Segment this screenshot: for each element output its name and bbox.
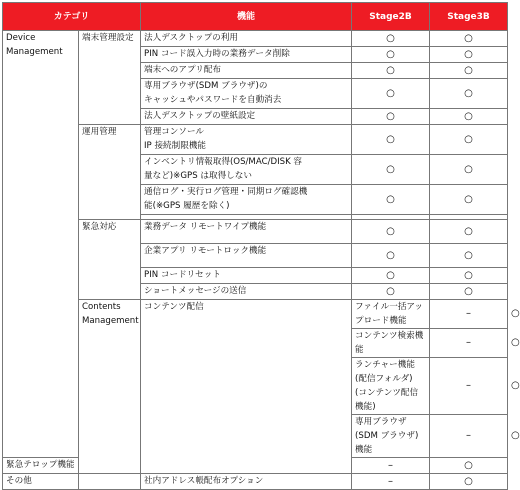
table-row: [3, 220, 508, 244]
stage2b-cell: ○: [352, 284, 430, 300]
subcategory-cell: [79, 474, 141, 490]
feature-cell: ファイル一括アップロード機能: [352, 300, 430, 329]
feature-cell: 専用ブラウザ(SDM ブラウザ)機能: [352, 415, 430, 458]
stage3b-cell: ○: [430, 125, 508, 155]
stage3b-cell: ○: [430, 474, 508, 490]
stage3b-cell: ○: [430, 31, 508, 47]
stage3b-cell: ○: [430, 79, 508, 109]
feature-comparison-table: [2, 2, 520, 490]
stage2b-cell: ○: [352, 63, 430, 79]
table-row: コンテンツ検索機能 – ○: [3, 329, 508, 358]
subcategory-cell: 緊急対応: [79, 220, 141, 300]
stage3b-cell: ○: [430, 220, 508, 244]
stage2b-cell: ○: [352, 47, 430, 63]
feature-cell: 専用ブラウザ(SDM ブラウザ)の キャッシュやパスワードを自動消去: [141, 79, 352, 109]
feature-table-container: [2, 2, 520, 490]
stage2b-cell: –: [430, 300, 508, 329]
stage2b-cell: ○: [352, 79, 430, 109]
stage2b-cell: ○: [352, 220, 430, 244]
feature-cell: 法人デスクトップの利用: [141, 31, 352, 47]
stage3b-cell: ○: [430, 185, 508, 215]
stage2b-cell: –: [430, 358, 508, 415]
category-cell: Device Management: [3, 31, 79, 458]
subcategory-cell: 端末管理設定: [79, 31, 141, 125]
stage2b-cell: ○: [352, 125, 430, 155]
stage2b-cell: ○: [352, 268, 430, 284]
feature-cell: 社内アドレス帳配布オプション: [141, 474, 352, 490]
stage2b-cell: ○: [352, 185, 430, 215]
table-row: ランチャー機能(配信フォルダ) (コンテンツ配信機能) – ○: [3, 358, 508, 415]
stage3b-cell: ○: [430, 109, 508, 125]
stage2b-cell: ○: [352, 109, 430, 125]
stage3b-cell: ○: [430, 284, 508, 300]
header-category: カテゴリ: [3, 3, 141, 31]
stage2b-cell: –: [352, 474, 430, 490]
stage2b-cell: ○: [352, 244, 430, 268]
feature-cell: 端末へのアプリ配布: [141, 63, 352, 79]
table-row: Contents Management コンテンツ配信 ファイル一括アップロード機能 – ○: [3, 300, 508, 329]
stage2b-cell: ○: [352, 155, 430, 185]
table-row: [3, 31, 508, 47]
table-body: [3, 31, 520, 490]
header-stage2b: Stage2B: [352, 3, 430, 31]
feature-cell: 企業アプリ リモートロック機能: [141, 244, 352, 268]
feature-cell: コンテンツ検索機能: [352, 329, 430, 358]
stage3b-cell: ○: [430, 47, 508, 63]
feature-cell: インベントリ情報取得(OS/MAC/DISK 容 量など)※GPS は取得しない: [141, 155, 352, 185]
stage3b-cell: ○: [430, 244, 508, 268]
stage3b-cell: ○: [430, 458, 508, 474]
subcategory-cell: コンテンツ配信: [141, 300, 352, 474]
feature-cell: 緊急テロップ機能: [3, 458, 79, 474]
feature-cell: 管理コンソール IP 接続制限機能: [141, 125, 352, 155]
feature-cell: PIN コードリセット: [141, 268, 352, 284]
stage2b-cell: ○: [352, 31, 430, 47]
table-row: [3, 125, 508, 155]
category-cell: Contents Management: [79, 300, 141, 474]
feature-cell: ランチャー機能(配信フォルダ) (コンテンツ配信機能): [352, 358, 430, 415]
stage3b-cell: ○: [430, 268, 508, 284]
table-row: 専用ブラウザ(SDM ブラウザ)機能 – ○: [3, 415, 508, 458]
feature-cell: 通信ログ・実行ログ管理・同期ログ確認機 能(※GPS 履歴を除く): [141, 185, 352, 215]
table-header-row: [3, 3, 508, 31]
header-feature: 機能: [141, 3, 352, 31]
stage3b-cell: ○: [430, 155, 508, 185]
subcategory-cell: 運用管理: [79, 125, 141, 220]
feature-cell: 法人デスクトップの壁紙設定: [141, 109, 352, 125]
feature-cell: ショートメッセージの送信: [141, 284, 352, 300]
stage3b-cell: ○: [430, 63, 508, 79]
feature-cell: 業務データ リモートワイプ機能: [141, 220, 352, 244]
stage2b-cell: –: [352, 458, 430, 474]
stage2b-cell: –: [430, 329, 508, 358]
feature-cell: PIN コード誤入力時の業務データ削除: [141, 47, 352, 63]
stage2b-cell: –: [430, 415, 508, 458]
header-stage3b: Stage3B: [430, 3, 508, 31]
category-cell: その他: [3, 474, 79, 490]
table-row: [3, 474, 508, 490]
